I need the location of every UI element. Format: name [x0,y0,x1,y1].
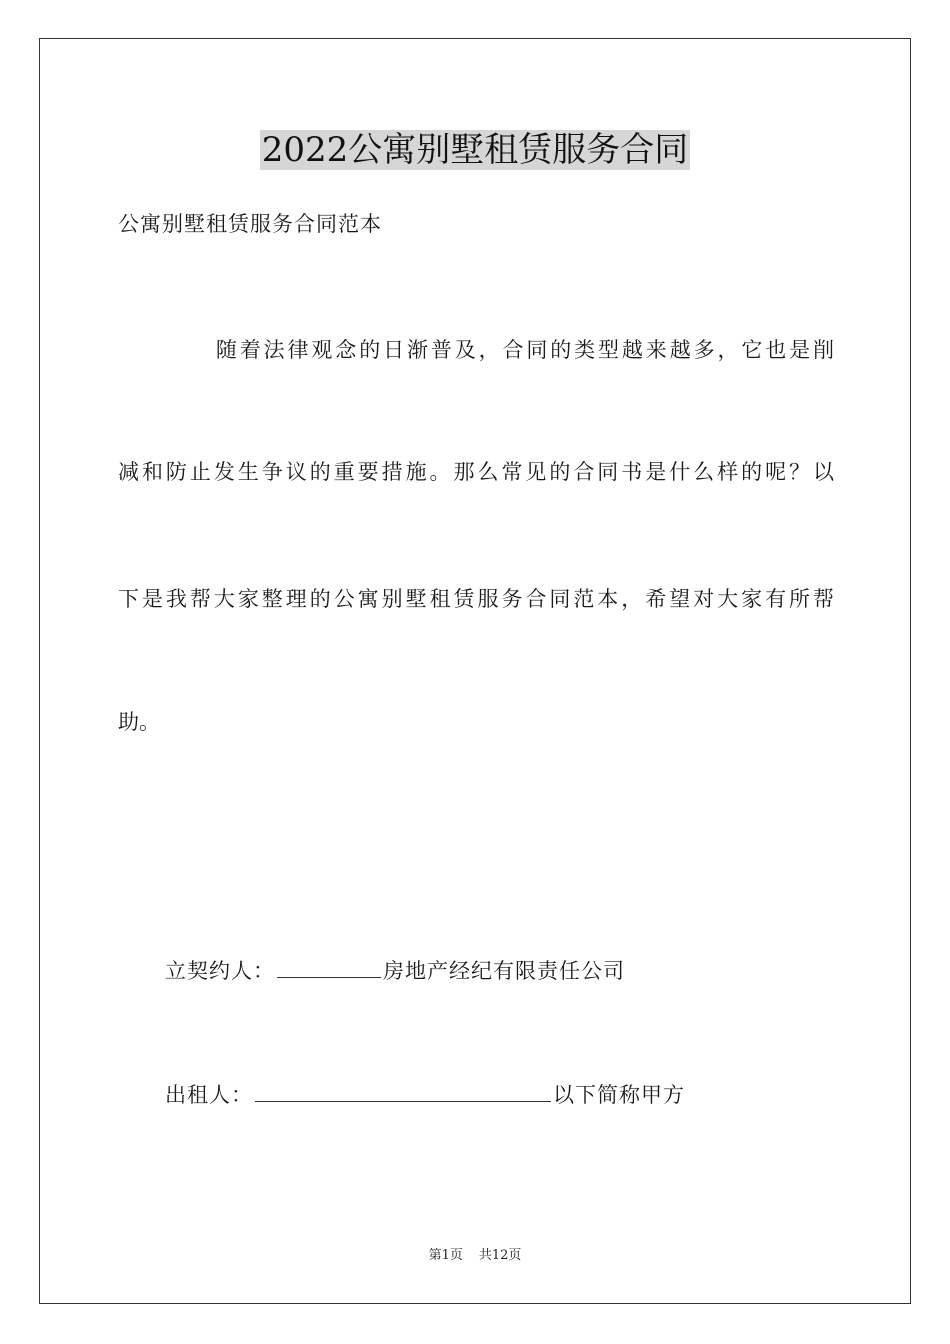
paragraph-line-4: 助。 [118,710,160,734]
lessor-blank [255,1079,551,1102]
document-title-text: 2022公寓别墅租赁服务合同 [261,130,689,170]
paragraph-line-1 [118,334,834,366]
contract-party-label: 立契约人： [165,959,275,983]
lessor-suffix: 以下简称甲方 [553,1083,685,1107]
paragraph-line-3: 下是我帮大家整理的公寓别墅租赁服务合同范本，希望对大家有所帮 [118,587,834,611]
page-footer [0,1247,950,1265]
contract-party-blank [277,955,381,978]
contract-party-suffix: 房地产经纪有限责任公司 [383,959,625,983]
paragraph-line-2: 减和防止发生争议的重要措施。那么常见的合同书是什么样的呢？以 [118,460,834,484]
lessor-row [165,1079,685,1111]
document-subtitle: 公寓别墅租赁服务合同范本 [118,212,382,236]
page-number: 第1页 [428,1248,463,1263]
document-title [0,126,950,174]
lessor-label: 出租人： [165,1083,253,1107]
paragraph-line-1-text: 随着法律观念的日渐普及，合同的类型越来越多，它也是削 [213,338,834,362]
page-total: 共12页 [478,1248,522,1263]
contract-party-row [165,955,625,987]
